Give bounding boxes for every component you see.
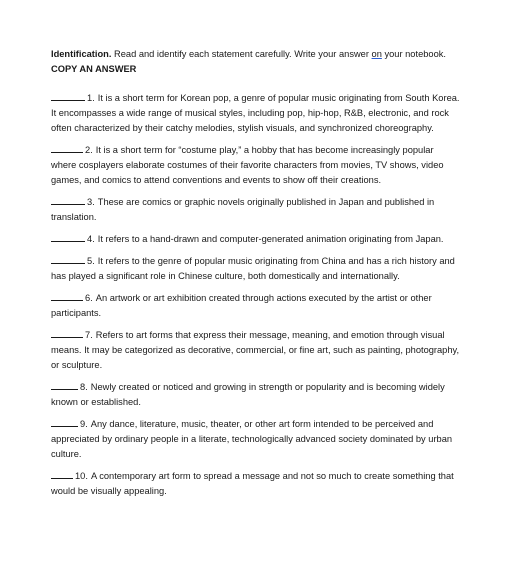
question-text: An artwork or art exhibition created through actions executed by the artist or other participants.: [51, 293, 432, 318]
question-item: [51, 253, 461, 284]
answer-blank: [51, 416, 78, 427]
question-item: [51, 194, 461, 225]
question-item: [51, 90, 461, 136]
question-item: [51, 142, 461, 188]
question-number: 5.: [87, 256, 95, 266]
answer-blank: [51, 327, 83, 338]
answer-blank: [51, 290, 83, 301]
worksheet: [51, 47, 461, 505]
instructions-emphasis: COPY AN ANSWER: [51, 64, 137, 74]
question-text: It refers to a hand-drawn and computer-generated animation originating from Japan.: [97, 234, 444, 244]
question-number: 9.: [80, 419, 88, 429]
question-text: It is a short term for “costume play,” a hobby that has become increasingly popular where cosplayers elaborate costumes of their favorite characters from movies, TV shows, video games, and comics to attend conventions and events to show off their creations.: [51, 145, 444, 185]
question-number: 8.: [80, 382, 88, 392]
answer-blank: [51, 194, 85, 205]
answer-blank: [51, 90, 85, 101]
question-item: [51, 231, 461, 247]
question-number: 4.: [87, 234, 95, 244]
question-number: 1.: [87, 93, 95, 103]
question-number: 7.: [85, 330, 93, 340]
question-text: It refers to the genre of popular music originating from China and has a rich history and has played a significant role in Chinese culture, both domestically and internationally.: [51, 256, 455, 281]
question-text: These are comics or graphic novels originally published in Japan and published in translation.: [51, 197, 435, 222]
answer-blank: [51, 142, 83, 153]
answer-blank: [51, 379, 78, 390]
answer-blank: [51, 468, 73, 479]
question-text: Any dance, literature, music, theater, or other art form intended to be perceived and appreciated by ordinary people in a literate, technologically advanced society dominated by urban culture.: [51, 419, 453, 459]
question-number: 10.: [75, 471, 88, 481]
question-text: Newly created or noticed and growing in strength or popularity and is becoming widely known or established.: [51, 382, 445, 407]
instructions-text-after: your notebook.: [381, 49, 446, 59]
question-item: [51, 468, 461, 499]
question-item: [51, 379, 461, 410]
instructions: [51, 47, 461, 77]
question-item: [51, 290, 461, 321]
question-item: [51, 416, 461, 462]
question-text: A contemporary art form to spread a message and not so much to create something that would be visually appealing.: [51, 471, 454, 496]
answer-blank: [51, 231, 85, 242]
question-number: 2.: [85, 145, 93, 155]
question-text: Refers to art forms that express their message, meaning, and emotion through visual means. It may be categorized as decorative, commercial, or fine art, such as painting, photography, or sculpture.: [51, 330, 460, 370]
question-number: 3.: [87, 197, 95, 207]
question-item: [51, 327, 461, 373]
instructions-heading: Identification.: [51, 49, 112, 59]
question-number: 6.: [85, 293, 93, 303]
answer-blank: [51, 253, 85, 264]
instructions-text-before: Read and identify each statement carefully. Write your answer: [111, 49, 372, 59]
question-text: It is a short term for Korean pop, a genre of popular music originating from South Korea. It encompasses a wide range of musical styles, including pop, hip-hop, R&B, electronic, and rock often characterized by their catchy melodies, stylish visuals, and synchronized choreography.: [51, 93, 460, 133]
instructions-underlined-word: on: [371, 49, 382, 59]
